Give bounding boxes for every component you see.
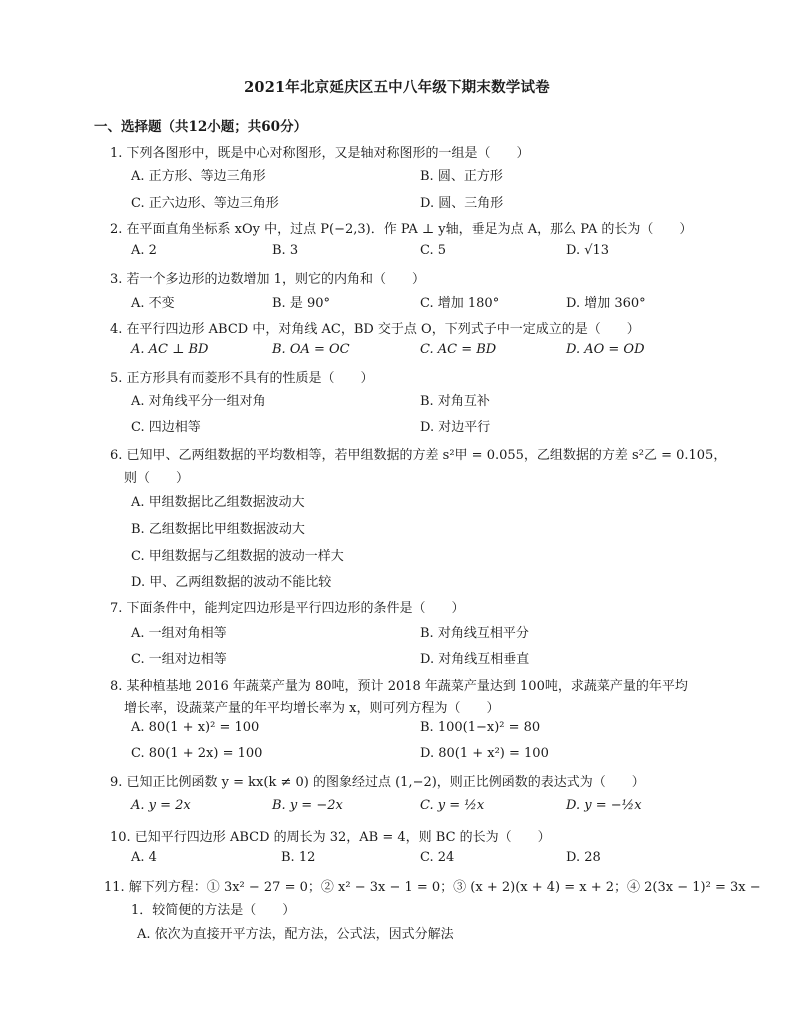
question-9-option-a: A. y = 2x <box>131 798 191 813</box>
question-11-stem-continued: 1．较简便的方法是（ ） <box>131 903 296 918</box>
question-6-stem: 6. 已知甲、乙两组数据的平均数相等，若甲组数据的方差 s²甲 = 0.055，乙组数据的方差 s²乙 = 0.105， <box>110 448 727 463</box>
question-7-option-c: C. 一组对边相等 <box>131 652 227 667</box>
question-5-stem: 5. 正方形具有而菱形不具有的性质是（ ） <box>110 371 374 386</box>
question-6-option-c: C. 甲组数据与乙组数据的波动一样大 <box>131 549 344 564</box>
question-1-option-c: C. 正六边形、等边三角形 <box>131 196 279 211</box>
question-7-stem: 7. 下面条件中，能判定四边形是平行四边形的条件是（ ） <box>110 601 465 616</box>
question-9-option-c: C. y = ½x <box>420 798 485 813</box>
question-2-option-d: D. √13 <box>566 243 610 258</box>
question-11-option-a: A. 依次为直接开平方法，配方法，公式法，因式分解法 <box>137 927 454 942</box>
question-1-option-d: D. 圆、三角形 <box>420 196 504 211</box>
question-4-option-c: C. AC = BD <box>420 342 497 357</box>
question-8-stem: 8. 某种植基地 2016 年蔬菜产量为 80吨，预计 2018 年蔬菜产量达到 100吨，求蔬菜产量的年平均 <box>110 679 688 694</box>
question-3-option-b: B. 是 90° <box>272 296 330 311</box>
question-3-option-a: A. 不变 <box>131 296 175 311</box>
question-5-option-b: B. 对角互补 <box>420 394 490 409</box>
question-1-option-a: A. 正方形、等边三角形 <box>131 169 266 184</box>
question-3-stem: 3. 若一个多边形的边数增加 1，则它的内角和（ ） <box>110 272 425 287</box>
question-3-option-c: C. 增加 180° <box>420 296 500 311</box>
question-8-option-a: A. 80(1 + x)² = 100 <box>131 720 260 735</box>
question-2-option-a: A. 2 <box>131 243 157 258</box>
question-5-option-d: D. 对边平行 <box>420 420 491 435</box>
question-4-option-b: B. OA = OC <box>272 342 350 357</box>
question-9-stem: 9. 已知正比例函数 y = kx(k ≠ 0) 的图象经过点 (1,−2)，则正比例函数的表达式为（ ） <box>110 775 645 790</box>
question-10-option-b: B. 12 <box>281 850 316 865</box>
question-8-stem-continued: 增长率，设蔬菜产量的年平均增长率为 x，则可列方程为（ ） <box>124 701 500 716</box>
question-7-option-d: D. 对角线互相垂直 <box>420 652 530 667</box>
question-2-stem: 2. 在平面直角坐标系 xOy 中，过点 P(−2,3)．作 PA ⊥ y轴，垂足为点 A，那么 PA 的长为（ ） <box>110 222 693 237</box>
question-6-stem-continued: 则（ ） <box>124 471 190 486</box>
question-7-option-b: B. 对角线互相平分 <box>420 626 529 641</box>
question-7-option-a: A. 一组对角相等 <box>131 626 227 641</box>
question-4-option-a: A. AC ⊥ BD <box>131 342 209 357</box>
question-4-option-d: D. AO = OD <box>566 342 645 357</box>
question-9-option-b: B. y = −2x <box>272 798 343 813</box>
question-8-option-d: D. 80(1 + x²) = 100 <box>420 746 549 761</box>
question-10-option-d: D. 28 <box>566 850 601 865</box>
question-10-option-a: A. 4 <box>131 850 157 865</box>
page-title: 2021年北京延庆区五中八年级下期末数学试卷 <box>244 79 550 96</box>
question-2-option-c: C. 5 <box>420 243 447 258</box>
question-6-option-d: D. 甲、乙两组数据的波动不能比较 <box>131 575 332 590</box>
question-8-option-c: C. 80(1 + 2x) = 100 <box>131 746 263 761</box>
question-6-option-b: B. 乙组数据比甲组数据波动大 <box>131 522 305 537</box>
question-1-stem: 1. 下列各图形中，既是中心对称图形，又是轴对称图形的一组是（ ） <box>110 146 530 161</box>
question-2-option-b: B. 3 <box>272 243 299 258</box>
question-4-stem: 4. 在平行四边形 ABCD 中，对角线 AC，BD 交于点 O，下列式子中一定成立的是（ ） <box>110 322 640 337</box>
question-9-option-d: D. y = −½x <box>566 798 642 813</box>
section-heading: 一、选择题（共12小题；共60分） <box>94 119 308 135</box>
question-11-stem: 11. 解下列方程：① 3x² − 27 = 0；② x² − 3x − 1 = 0；③ (x + 2)(x + 4) = x + 2；④ 2(3x − 1)² = 3x − <box>104 880 761 895</box>
question-10-option-c: C. 24 <box>420 850 455 865</box>
question-6-option-a: A. 甲组数据比乙组数据波动大 <box>131 495 305 510</box>
question-5-option-a: A. 对角线平分一组对角 <box>131 394 266 409</box>
question-1-option-b: B. 圆、正方形 <box>420 169 503 184</box>
question-3-option-d: D. 增加 360° <box>566 296 646 311</box>
question-8-option-b: B. 100(1−x)² = 80 <box>420 720 541 735</box>
question-10-stem: 10. 已知平行四边形 ABCD 的周长为 32，AB = 4，则 BC 的长为（ ） <box>110 830 551 845</box>
question-5-option-c: C. 四边相等 <box>131 420 201 435</box>
